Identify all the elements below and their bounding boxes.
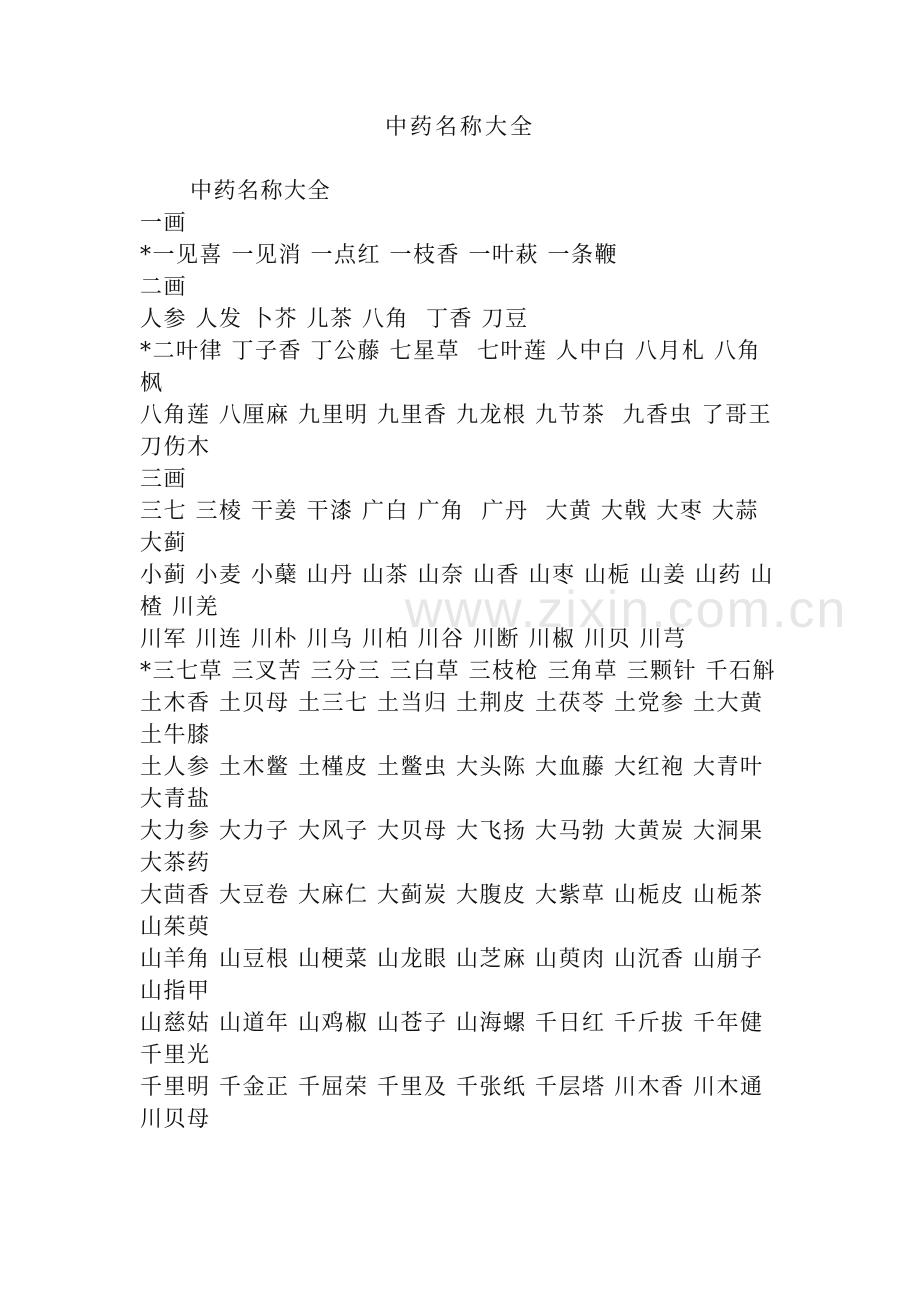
herb-list-line: 土人参 土木鳖 土槿皮 土鳖虫 大头陈 大血藤 大红袍 大青叶 大青盐 [140, 755, 772, 812]
herb-list-line: *三七草 三叉苦 三分三 三白草 三枝枪 三角草 三颗针 千石斛 [140, 659, 776, 684]
herb-list-line: *二叶律 丁子香 丁公藤 七星草 七叶莲 人中白 八月札 八角枫 [140, 339, 761, 396]
section-heading: 三画 [140, 467, 188, 492]
document-title: 中药名称大全 [384, 115, 535, 140]
herb-list-line: 人参 人发 卜芥 儿茶 八角 丁香 刀豆 [140, 307, 529, 332]
herb-list-line: 土木香 土贝母 土三七 土当归 土荆皮 土茯苓 土党参 土大黄 土牛膝 [140, 691, 772, 748]
herb-list-line: 山慈姑 山道年 山鸡椒 山苍子 山海螺 千日红 千斤拔 千年健 千里光 [140, 1011, 772, 1068]
herb-list-line: 大力参 大力子 大风子 大贝母 大飞扬 大马勃 大黄炭 大洞果 大茶药 [140, 819, 772, 876]
section-heading: 一画 [140, 211, 188, 236]
section-heading: 二画 [140, 275, 188, 300]
document-subtitle: 中药名称大全 [190, 179, 332, 204]
herb-list-line: 山羊角 山豆根 山梗菜 山龙眼 山芝麻 山萸肉 山沉香 山崩子 山指甲 [140, 947, 772, 1004]
herb-list-line: 川军 川连 川朴 川乌 川柏 川谷 川断 川椒 川贝 川芎 [140, 627, 687, 652]
herb-list-line: *一见喜 一见消 一点红 一枝香 一叶萩 一条鞭 [140, 243, 618, 268]
herb-list-line: 三七 三棱 干姜 干漆 广白 广角 广丹 大黄 大戟 大枣 大蒜 大蓟 [140, 499, 768, 556]
herb-list-line: 小蓟 小麦 小蘖 山丹 山茶 山奈 山香 山枣 山栀 山姜 山药 山楂 川羌 [140, 563, 774, 620]
herb-list-line: 八角莲 八厘麻 九里明 九里香 九龙根 九节茶 九香虫 了哥王 刀伤木 [140, 403, 781, 460]
herb-list-line: 大茴香 大豆卷 大麻仁 大蓟炭 大腹皮 大紫草 山栀皮 山栀茶 山茱萸 [140, 883, 772, 940]
herb-list-line: 千里明 千金正 千屈荣 千里及 千张纸 千层塔 川木香 川木通 川贝母 [140, 1075, 772, 1132]
watermark: www.zixin.com.cn [405, 581, 848, 639]
document-body [140, 176, 780, 1136]
